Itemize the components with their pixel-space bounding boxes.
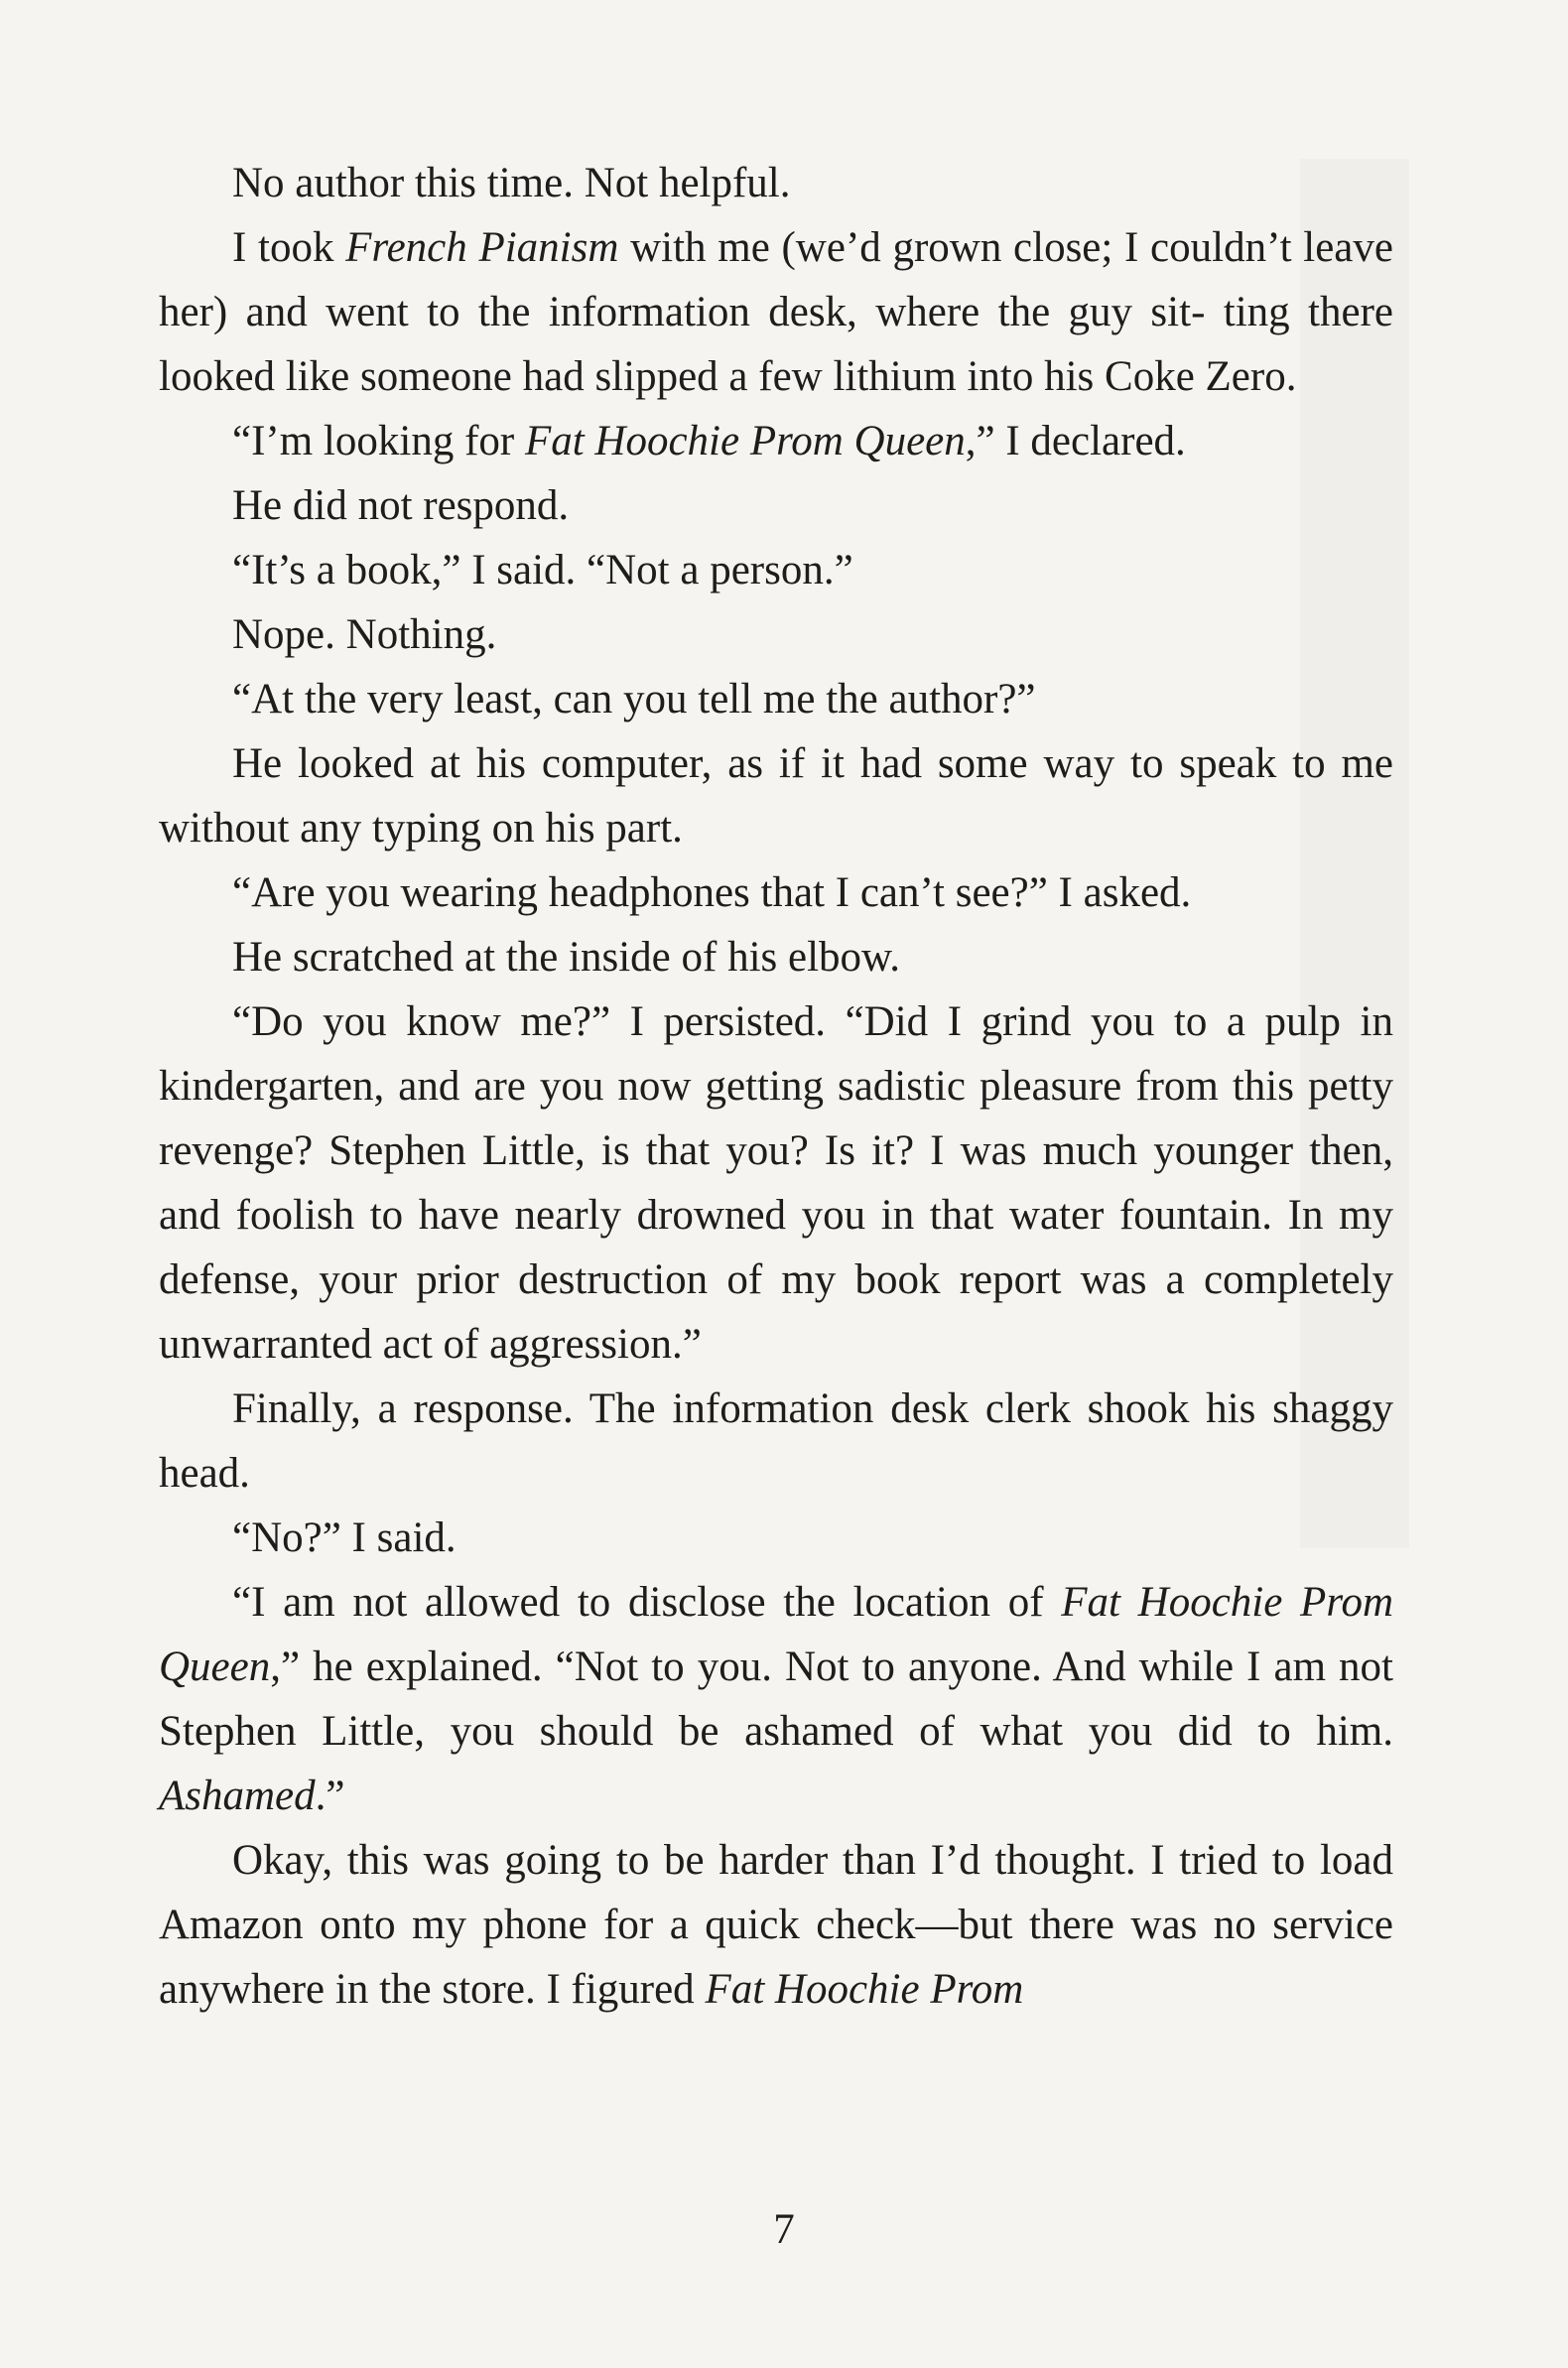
text-run: He did not respond. xyxy=(232,482,570,529)
paragraph xyxy=(159,1506,1393,1570)
text-run: “At the very least, can you tell me the author?” xyxy=(232,676,1036,723)
text-run: “Do you know me?” I persisted. “Did I grind you to a pulp in kindergarten, and are you now getting sadistic pleasure from this petty revenge? Stephen Little, is that you? Is it? I was much younger then, and foolish to have nearly drowned you in that water fountain. In my defense, your prior destruction of my book report was a completely unwarranted act of aggression.” xyxy=(159,998,1393,1368)
page-number: 7 xyxy=(773,2206,795,2253)
paragraph xyxy=(159,1828,1393,2022)
text-run: with me (we’d grown close; I couldn’t leave her) and went to the information desk, where the guy sit- ting there looked like someone had slipped a few lithium into his Coke Zero. xyxy=(159,224,1393,400)
paragraph xyxy=(159,731,1393,860)
italic-title: Fat Hoochie Prom Queen xyxy=(524,418,966,464)
text-run: ,” I declared. xyxy=(965,418,1186,464)
body-text xyxy=(159,151,1393,2022)
text-run: No author this time. Not helpful. xyxy=(232,160,791,206)
paragraph xyxy=(159,1570,1393,1828)
paragraph xyxy=(159,538,1393,602)
text-run: “Are you wearing headphones that I can’t see?” I asked. xyxy=(232,869,1192,916)
text-run: He looked at his computer, as if it had some way to speak to me without any typing on his part. xyxy=(159,740,1393,852)
text-run: Nope. Nothing. xyxy=(232,611,497,658)
italic-title: Ashamed xyxy=(159,1773,316,1819)
text-run: Finally, a response. The information desk clerk shook his shaggy head. xyxy=(159,1385,1393,1497)
paragraph xyxy=(159,667,1393,731)
paragraph xyxy=(159,860,1393,925)
text-run: ,” he explained. “Not to you. Not to anyone. And while I am not Stephen Little, you should be ashamed of what you did to him. xyxy=(159,1644,1393,1755)
text-run: I took xyxy=(232,224,346,271)
paragraph xyxy=(159,989,1393,1377)
paragraph xyxy=(159,473,1393,538)
text-run: .” xyxy=(315,1773,345,1819)
paragraph xyxy=(159,925,1393,989)
italic-title: Fat Hoochie Prom Queen xyxy=(159,1579,1394,1690)
italic-title: Fat Hoochie Prom xyxy=(705,1966,1024,2013)
paragraph xyxy=(159,151,1393,215)
text-run: Okay, this was going to be harder than I’d thought. I tried to load Amazon onto my phone for a quick check—but there was no service anywhere in the store. I figured xyxy=(159,1837,1393,2013)
text-run: “I’m looking for xyxy=(232,418,525,464)
text-run: “I am not allowed to disclose the location of xyxy=(232,1579,1062,1626)
paragraph xyxy=(159,1377,1393,1506)
text-run: He scratched at the inside of his elbow. xyxy=(232,934,901,981)
italic-title: French Pianism xyxy=(345,224,619,271)
paragraph xyxy=(159,602,1393,667)
paragraph xyxy=(159,215,1393,409)
text-run: “No?” I said. xyxy=(232,1514,457,1561)
paragraph xyxy=(159,409,1393,473)
text-run: “It’s a book,” I said. “Not a person.” xyxy=(232,547,853,593)
